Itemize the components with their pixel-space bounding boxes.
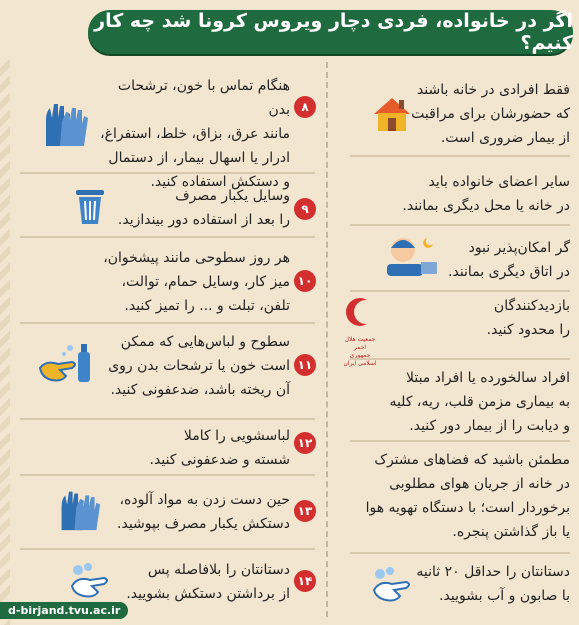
left-divider	[20, 172, 315, 174]
left-divider	[20, 322, 315, 324]
right-divider	[350, 440, 570, 442]
left-item-8-text: هنگام تماس با خون، ترشحات بدن مانند عرق، بزاق، خلط، استفراغ، ادرار یا اسهال بیمار، از دستمال و دستکش استفاده کنید.	[100, 78, 290, 190]
sick-child-icon	[383, 232, 441, 282]
right-item-6-text: مطمئن باشید که فضاهای مشترک در خانه از جریان هوای مطلوبی برخوردار است؛ با دستگاه تهویه هوا یا باز گذاشتن پنجره.	[365, 452, 570, 540]
gloves-icon	[56, 488, 102, 536]
left-divider	[20, 418, 315, 420]
left-item-13-text: حین دست زدن به مواد آلوده، دستکش یکبار مصرف بپوشید.	[117, 492, 290, 532]
left-item-11-text: سطوح و لباس‌هایی که ممکن است خون یا ترشحات بدن روی آن ریخته باشد، ضدعفونی کنید.	[108, 334, 290, 398]
number-badge: ۱۳	[294, 500, 316, 522]
disinfect-spray-icon	[36, 340, 94, 392]
number-badge: ۱۲	[294, 432, 316, 454]
right-divider	[350, 290, 570, 292]
red-crescent-logo	[340, 292, 380, 367]
red-crescent-text: جمعیت هلال احمر جمهوری اسلامی ایران	[343, 336, 377, 367]
right-divider	[350, 552, 570, 554]
house-icon	[372, 96, 412, 136]
trash-bin-icon	[72, 186, 108, 230]
number-badge: ۱۰	[294, 270, 316, 292]
right-item-4-text: بازدیدکنندگان را محدود کنید.	[486, 298, 570, 338]
column-divider	[326, 62, 328, 617]
gloves-icon	[40, 100, 90, 152]
decorative-stripe	[0, 60, 10, 625]
footer-url: d-birjand.tvu.ac.ir	[0, 602, 128, 619]
left-item-12-text: لباسشویی را کاملا شسته و ضدعفونی کنید.	[149, 428, 290, 468]
right-item-2-text: سایر اعضای خانواده باید در خانه یا محل دیگری بمانند.	[402, 174, 570, 214]
left-item-10-text: هر روز سطوحی مانند پیشخوان، میز کار، وسایل حمام، توالت، تلفن، تبلت و ... را تمیز کنید.	[103, 250, 290, 314]
right-item-5-text: افراد سالخورده یا افراد مبتلا به بیماری مزمن قلب، ریه، کلیه و دیابت را از بیمار دور کنید.	[389, 370, 570, 434]
left-divider	[20, 474, 315, 476]
left-divider	[20, 236, 315, 238]
hand-wash-icon	[68, 562, 112, 606]
left-item-14-text: دستانتان را بلافاصله پس از برداشتن دستکش بشویید.	[126, 562, 290, 602]
right-divider	[350, 358, 570, 360]
number-badge: ۸	[294, 96, 316, 118]
hand-wash-icon	[370, 566, 414, 610]
right-divider	[350, 224, 570, 226]
number-badge: ۱۱	[294, 354, 316, 376]
left-divider	[20, 548, 315, 550]
right-divider	[350, 155, 570, 157]
right-item-1-text: فقط افرادی در خانه باشند که حضورشان برای مراقبت از بیمار ضروری است.	[411, 82, 570, 146]
left-item-9-text: وسایل یکبار مصرف را بعد از استفاده دور بیندازید.	[117, 188, 290, 228]
right-item-7-text: دستانتان را حداقل ۲۰ ثانیه با صابون و آب بشویید.	[416, 564, 570, 604]
number-badge: ۹	[294, 198, 316, 220]
page-title: اگر در خانواده، فردی دچار ویروس کرونا شد چه کار کنیم؟	[88, 10, 573, 54]
number-badge: ۱۴	[294, 570, 316, 592]
right-item-3-text: گر امکان‌پذیر نبود در اتاق دیگری بمانند.	[448, 240, 570, 280]
